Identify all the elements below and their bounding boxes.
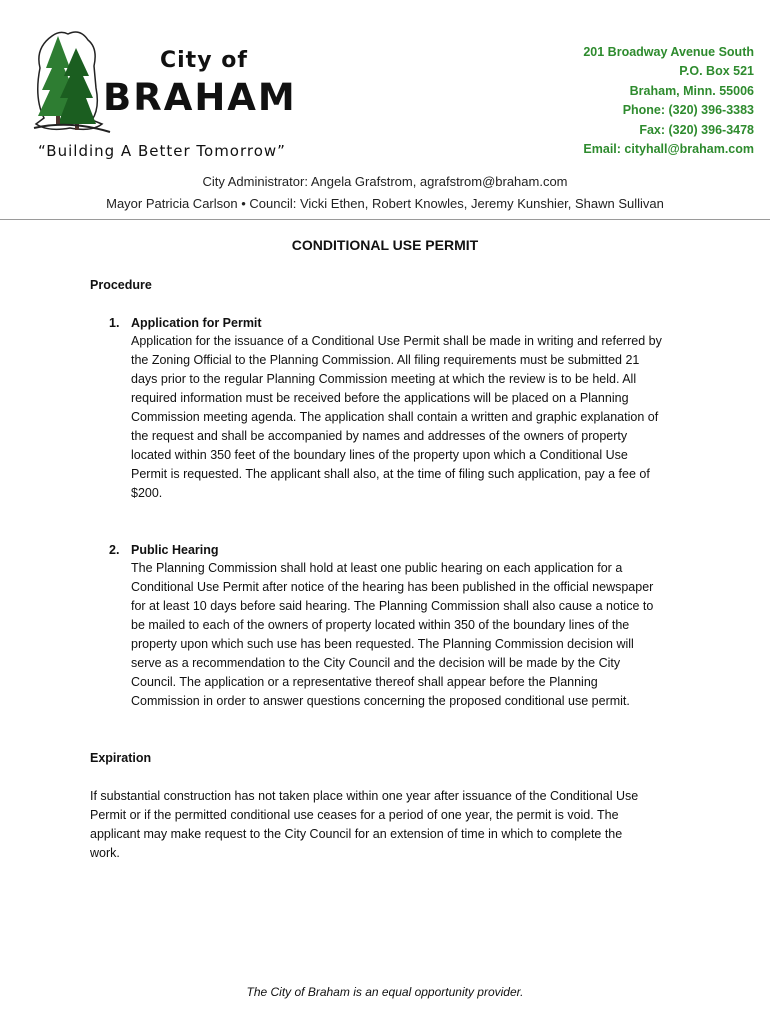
item-1-number: 1. [109, 316, 120, 330]
po-box-line: P.O. Box 521 [679, 64, 754, 79]
document-title: CONDITIONAL USE PERMIT [291, 237, 479, 253]
phone-line: Phone: (320) 396-3383 [622, 103, 754, 118]
item-2-body: The Planning Commission shall hold at least one public hearing on each application for a Conditional Use Permit after notice of the hearing has been published in the official newspaper for at least 10 days before said hearing. The Planning Commission shall also cause a notice to be mailed to each of the owners of property located within 350 of the boundary lines of the property upon which such use has been requested. The Planning Commission decision will serve as a recommendation to the City Council and the decision will be made by the City Council. The application or a representative thereof shall appear before the Planning Commission in order to answer questions concerning the proposed conditional use permit. [131, 561, 654, 708]
contact-block [583, 43, 754, 159]
city-state-zip-line: Braham, Minn. 55006 [629, 83, 754, 98]
city-logo [30, 28, 320, 168]
fax-line: Fax: (320) 396-3478 [639, 122, 754, 137]
logo-braham: BRAHAM [103, 76, 297, 119]
logo-city-of: City of [160, 48, 248, 73]
address-line: 201 Broadway Avenue South [583, 45, 754, 59]
item-2-number: 2. [109, 543, 120, 557]
item-1-title: Application for Permit [131, 316, 262, 330]
procedure-heading: Procedure [90, 278, 152, 292]
council-line: Mayor Patricia Carlson • Council: Vicki Ethen, Robert Knowles, Jeremy Kunshier, Shawn Sullivan [106, 196, 664, 211]
item-1-body: Application for the issuance of a Conditional Use Permit shall be made in writing and referred by the Zoning Official to the Planning Commission. All filing requirements must be submitted 21 days prior to the regular Planning Commission meeting at which the review is to be held. All required information must be received before the applications will be placed on a Planning Commission meeting agenda. The application shall contain a written and graphic explanation of the request and shall be accompanied by names and addresses of the owners of property located within 350 feet of the boundary lines of the property upon which a Conditional Use Permit is requested. The applicant shall also, at the time of filing such application, pay a fee of $200. [131, 334, 662, 500]
expiration-heading: Expiration [90, 751, 152, 765]
administrator-line: City Administrator: Angela Grafstrom, agrafstrom@braham.com [202, 174, 568, 189]
email-line[interactable]: Email: cityhall@braham.com [583, 142, 754, 157]
footer-text: The City of Braham is an equal opportunity provider. [246, 985, 524, 999]
expiration-body: If substantial construction has not taken place within one year after issuance of the Conditional Use Permit or if the permitted conditional use ceases for a period of one year, the permit is void. The applicant may make request to the City Council for an extension of time in which to complete the work. [90, 789, 639, 860]
logo-tagline: “Building A Better Tomorrow” [38, 142, 286, 160]
item-2-title: Public Hearing [131, 543, 219, 557]
header-divider [0, 219, 770, 220]
